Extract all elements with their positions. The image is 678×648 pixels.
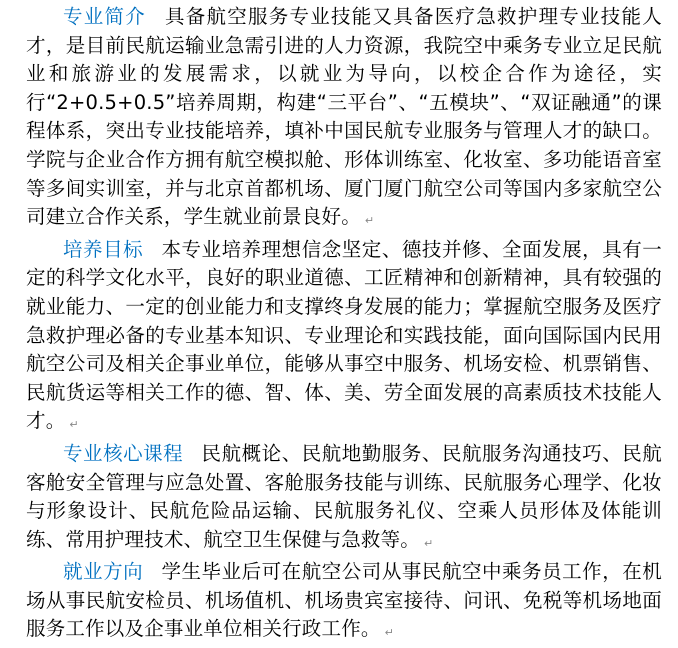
paragraph-objectives (26, 236, 662, 440)
paragraph-mark-icon: ↵ (69, 418, 79, 432)
body-objectives: 本专业培养理想信念坚定、德技并修、全面发展，具有一定的科学文化水平，良好的职业道德、工匠精神和创新精神，具有较强的就业能力、一定的创业能力和支撑终身发展的能力；掌握航空服务及医疗急救护理必备的专业基本知识、专业理论和实践技能，面向国际国内民用航空公司及相关企事业单位，能够从事空中服务、机场安检、机票销售、民航货运等相关工作的德、智、体、美、劳全面发展的高素质技术技能人才。 (26, 237, 662, 433)
paragraph-mark-icon: ↵ (364, 214, 375, 228)
body-core-courses: 民航概论、民航地勤服务、民航服务沟通技巧、民航客舱安全管理与应急处置、客舱服务技能与训练、民航服务心理学、化妆与形象设计、民航危险品运输、民航服务礼仪、空乘人员形体及体能训练、常用护理技术、航空卫生保健与急救等。 (26, 441, 663, 551)
paragraph-mark-icon: ↵ (384, 626, 395, 640)
heading-objectives: 培养目标 (63, 237, 144, 261)
body-introduction: 具备航空服务专业技能又具备医疗急救护理专业技能人才，是目前民航运输业急需引进的人力资源，我院空中乘务专业立足民航业和旅游业的发展需求，以就业为导向，以校企合作为途径，实行“2+0.5+0.5”培养周期，构建“三平台”、“五模块”、“双证融通”的课程体系，突出专业技能培养，填补中国民航专业服务与管理人才的缺口。学院与企业合作方拥有航空模拟舱、形体训练室、化妆室、多功能语音室等多间实训室，并与北京首都机场、厦门厦门航空公司等国内多家航空公司建立合作关系，学生就业前景良好。 (26, 5, 662, 229)
heading-core-courses: 专业核心课程 (63, 441, 184, 465)
paragraph-core-courses (26, 440, 662, 558)
paragraph-employment (26, 558, 662, 648)
paragraph-mark-icon: ↵ (424, 536, 434, 550)
heading-employment: 就业方向 (63, 560, 144, 584)
body-employment: 学生毕业后可在航空公司从事民航空中乘务员工作，在机场从事民航安检员、机场值机、机场贵宾室接待、问讯、免税等机场地面服务工作以及企事业单位相关行政工作。 (26, 560, 662, 641)
paragraph-introduction (26, 0, 662, 236)
heading-introduction: 专业简介 (63, 5, 146, 28)
